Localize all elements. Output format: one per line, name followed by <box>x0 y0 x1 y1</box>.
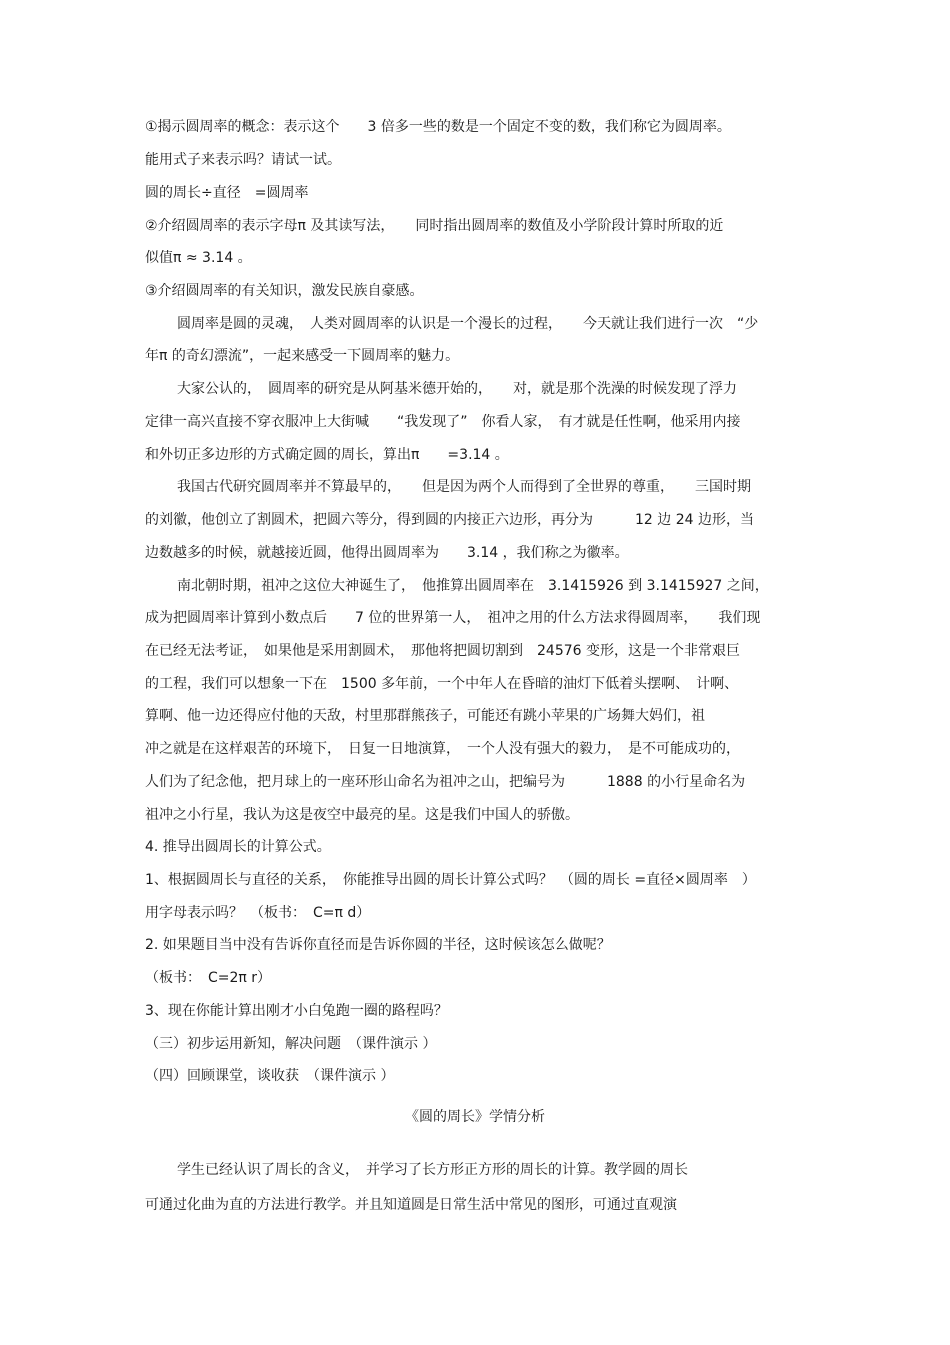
text-line: （板书： C=2π r） <box>145 970 272 986</box>
text-line: （四）回顾课堂，谈收获 （课件演示 ） <box>145 1068 395 1084</box>
text-line: 大家公认的， 圆周率的研究是从阿基米德开始的， 对，就是那个洗澡的时候发现了浮力 <box>177 381 737 397</box>
text-line: ①揭示圆周率的概念：表示这个 3 倍多一些的数是一个固定不变的数，我们称它为圆周率。 <box>145 119 731 135</box>
section-title: 《圆的周长》学情分析 <box>405 1109 545 1125</box>
text-line: 圆周率是圆的灵魂， 人类对圆周率的认识是一个漫长的过程， 今天就让我们进行一次 “少 <box>177 316 759 332</box>
text-line: 能用式子来表示吗？请试一试。 <box>145 152 341 168</box>
text-line: 在已经无法考证， 如果他是采用割圆术， 那他将把圆切割到 24576 变形，这是一个非常艰巨 <box>145 643 740 659</box>
text-line: 成为把圆周率计算到小数点后 7 位的世界第一人， 祖冲之用的什么方法求得圆周率， 我们现 <box>145 610 761 626</box>
text-line: 算啊、他一边还得应付他的天敌，村里那群熊孩子，可能还有跳小苹果的广场舞大妈们，祖 <box>145 708 705 724</box>
text-line: 我国古代研究圆周率并不算最早的， 但是因为两个人而得到了全世界的尊重， 三国时期 <box>177 479 751 495</box>
text-line: 南北朝时期，祖冲之这位大神诞生了， 他推算出圆周率在 3.1415926 到 3.1415927 之间， <box>177 578 769 594</box>
text-line: 圆的周长÷直径 =圆周率 <box>145 185 309 201</box>
text-line: 的刘徽，他创立了割圆术，把圆六等分，得到圆的内接正六边形，再分为 12 边 24 边形，当 <box>145 512 754 528</box>
text-line: 4. 推导出圆周长的计算公式。 <box>145 839 331 855</box>
text-line: 似值π ≈ 3.14 。 <box>145 250 252 266</box>
text-line: 用字母表示吗？ （板书： C=π d） <box>145 905 371 921</box>
text-line: （三）初步运用新知，解决问题 （课件演示 ） <box>145 1036 437 1052</box>
text-line: 祖冲之小行星，我认为这是夜空中最亮的星。这是我们中国人的骄傲。 <box>145 807 579 823</box>
text-line: ③介绍圆周率的有关知识，激发民族自豪感。 <box>145 283 424 299</box>
text-line: 人们为了纪念他，把月球上的一座环形山命名为祖冲之山，把编号为 1888 的小行星命名为 <box>145 774 746 790</box>
text-line: 学生已经认识了周长的含义， 并学习了长方形正方形的周长的计算。教学圆的周长 <box>177 1162 688 1178</box>
text-line: 的工程，我们可以想象一下在 1500 多年前，一个中年人在昏暗的油灯下低着头摆啊、 计啊、 <box>145 676 739 692</box>
text-line: 年π 的奇幻漂流”，一起来感受一下圆周率的魅力。 <box>145 348 460 364</box>
text-line: 冲之就是在这样艰苦的环境下， 日复一日地演算， 一个人没有强大的毅力， 是不可能成功的， <box>145 741 740 757</box>
text-line: 和外切正多边形的方式确定圆的周长，算出π =3.14 。 <box>145 447 509 463</box>
text-line: 1、根据圆周长与直径的关系， 你能推导出圆的周长计算公式吗？ （圆的周长 =直径×圆周率 ） <box>145 872 756 888</box>
text-line: 2. 如果题目当中没有告诉你直径而是告诉你圆的半径，这时候该怎么做呢？ <box>145 937 611 953</box>
text-line: 3、现在你能计算出刚才小白兔跑一圈的路程吗？ <box>145 1003 448 1019</box>
text-line: 可通过化曲为直的方法进行教学。并且知道圆是日常生活中常见的图形，可通过直观演 <box>145 1197 677 1213</box>
text-line: ②介绍圆周率的表示字母π 及其读写法， 同时指出圆周率的数值及小学阶段计算时所取的近 <box>145 218 724 234</box>
text-line: 定律一高兴直接不穿衣服冲上大街喊 “我发现了” 你看人家， 有才就是任性啊，他采用内接 <box>145 414 741 430</box>
text-line: 边数越多的时候，就越接近圆，他得出圆周率为 3.14 ，我们称之为徽率。 <box>145 545 629 561</box>
